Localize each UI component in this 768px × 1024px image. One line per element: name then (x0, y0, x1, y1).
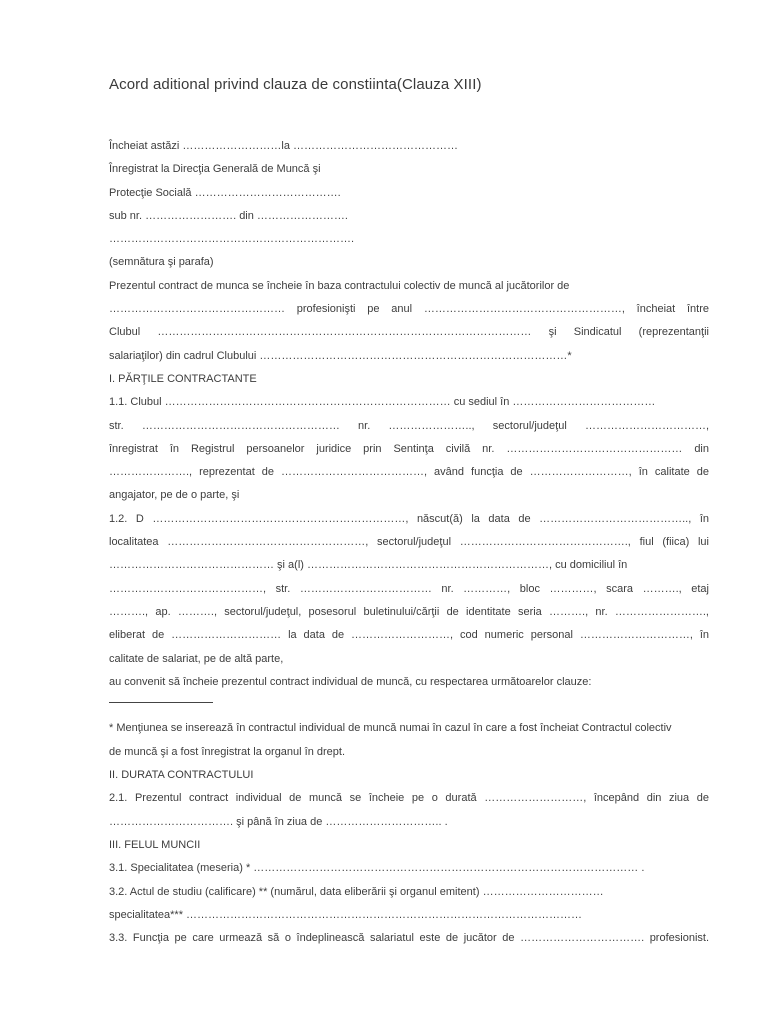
line-signature-stamp: (semnătura şi parafa) (109, 256, 214, 269)
line-preamble-4: salariaţilor) din cadrul Clubului …………………………………………………………………………* (109, 349, 572, 362)
line-1-2-person: 1.2. D ……………………………………………………………, născut(ă) la data de ………………………………….., în (109, 512, 709, 525)
line-preamble-3: Clubul ………………………………………………………………………………………… şi Sindicatul (reprezentanţii (109, 326, 709, 339)
line-3-1-specialty: 3.1. Specialitatea (meseria) * …………………………………………………………………………………………… . (109, 862, 645, 875)
line-1-1-club: 1.1. Clubul …………………………………………………………………… cu sediul în ………………………………… (109, 396, 656, 409)
line-1-2-issued: eliberat de ………………………… la data de ………………………, cod numeric personal …………………………, în (109, 629, 709, 642)
line-2-1-until: ……………………………. şi până în ziua de ………………………….. . (109, 815, 448, 828)
line-registration-number: sub nr. ……………………. din ……………………. (109, 209, 348, 222)
footnote-1: * Menţiunea se inserează în contractul individual de muncă numai în cazul în care a fost încheiat Contractul colectiv (109, 722, 672, 735)
document-title: Acord aditional privind clauza de constiinta(Clauza XIII) (109, 76, 482, 93)
footnote-2: de muncă şi a fost înregistrat la organul în drept. (109, 745, 346, 758)
section-heading-work-type: III. FELUL MUNCII (109, 838, 201, 851)
line-blank: …………………………………………………………. (109, 233, 355, 246)
line-preamble-1: Prezentul contract de munca se încheie în baza contractului colectiv de muncă al jucătorilor de (109, 279, 570, 292)
line-agreed: au convenit să încheie prezentul contract individual de muncă, cu respectarea următoarelor clauze: (109, 675, 592, 688)
line-2-1-duration: 2.1. Prezentul contract individual de muncă se încheie pe o durată ………………………, începând din ziua de (109, 792, 709, 805)
line-concluded: Încheiat astăzi ………………………la ……………………………………… (109, 140, 458, 152)
line-3-3-function: 3.3. Funcţia pe care urmează să o îndeplinească salariatul este de jucător de ……………………………. profesionist. (109, 932, 709, 945)
line-social-protection: Protecţie Socială …………………………………. (109, 186, 341, 199)
line-1-1-employer: angajator, pe de o parte, şi (109, 489, 240, 502)
line-1-1-registry: înregistrat în Registrul persoanelor juridice prin Sentinţa civilă nr. ………………………………………… din (109, 442, 709, 455)
section-heading-duration: II. DURATA CONTRACTULUI (109, 769, 254, 782)
line-3-2-specialty: specialitatea*** ……………………………………………………………………………………………… (109, 908, 583, 921)
line-1-2-locality: localitatea ………………………………………………, sectorul/judeţul ………………………………………., fiul (fiica) lui (109, 536, 709, 549)
document-body (109, 135, 709, 950)
line-1-2-employee: calitate de salariat, pe de altă parte, (109, 652, 284, 665)
line-1-1-street: str. ……………………………………………… nr. ………………….., sectorul/judeţul ……………………………, (109, 419, 709, 432)
line-preamble-2: ………………………………………… profesionişti pe anul ………………………………………………, încheiat între (109, 303, 709, 316)
line-3-2-study: 3.2. Actul de studiu (calificare) ** (numărul, data eliberării şi organul emitent) …………………………… (109, 885, 604, 898)
line-1-2-id-card: ………., ap. ………., sectorul/judeţul, posesorul buletinului/cărţii de identitate seria ………., nr. ……………………., (109, 605, 709, 618)
footnote-separator (109, 694, 709, 717)
line-1-2-address: ……………………………………, str. ……………………………… nr. …………, bloc …………, scara ………., etaj (109, 582, 709, 595)
line-1-1-represented: …………………., reprezentat de …………………………………, având funcţia de ………………………, în calitate de (109, 466, 709, 479)
section-heading-parties: I. PĂRŢILE CONTRACTANTE (109, 372, 257, 385)
line-registered: Înregistrat la Direcţia Generală de Muncă şi (109, 163, 321, 176)
line-1-2-parents: ……………………………………… şi a(l) …………………………………………………………, cu domiciliul în (109, 559, 628, 572)
